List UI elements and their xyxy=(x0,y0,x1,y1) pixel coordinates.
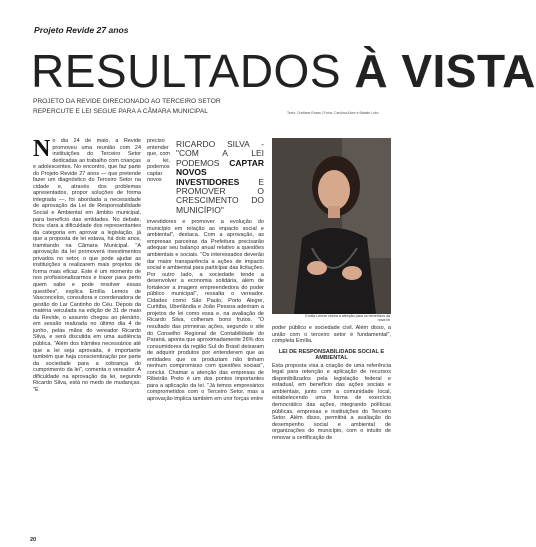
portrait-illustration xyxy=(272,138,391,314)
column-3-intro: poder público e sociedade civil. Além disso, a união com o terceiro setor é fundamental", completa Emília. xyxy=(272,325,391,345)
pull-quote xyxy=(176,138,264,215)
drop-cap: N xyxy=(33,136,51,162)
column-2-text: preciso entender que, com a lei, podemos captar novos investidores e promover a evolução do município em relação ao impacto social e ambiental", destaca. Com a aprovação, as empresas parceiras da Prefeitura precisarão adequar seu balanço anual relativo a questões ambientais e sociais. "Os interessados deverão dar maior transparência a ações de impacto social e ambiental para participar das licitações. Por outro lado, a sociedade tende a desenvolver a economia solidária, além de fortalecer a imagem empreendedora do poder público municipal", ressalta o vereador. Cidades como São Paulo, Porto Alegre, Curitiba, Uberlândia e João Pessoa aderiram a projetos de lei como essa e, na avaliação de Ricardo Silva, colheram bons frutos. "O resultado das primeiras ações, segundo o site do Conselho Regional de Contabilidade do Paraná, aponta que aproximadamente 26% dos consumidores da região Sul do Brasil deixaram de adquirir produtos por entenderem que as entidades que os produziam não tinham nenhum compromisso com questões sociais", conclui. Chamar a atenção das empresas de Ribeirão Preto é um dos pontos importantes para a aplicação da lei. "Já temos empresários comprometidos com o Terceiro Setor, mas a aprovação implica também em unir forças entre xyxy=(147,138,264,403)
column-1-text: o dia 24 de maio, a Revide promoveu uma reunião com 24 instituições do Terceiro Setor dedicadas ao trabalho com crianças e adolescentes. No encontro, que faz parte do Projeto Revide 27 anos — que pretende fazer um diagnóstico do Terceiro Setor na cidade e, através dos problemas apresentados, propor soluções de forma integrada —, foi abordada a necessidade de aprovação da Lei de Responsabilidade Social e Ambiental em âmbito municipal, para benefício das entidades. No debate, ficou clara a dificuldade dos representantes da categoria em aprovar a legislação, já que a proposta de lei estava, há dois anos, tramitando na Câmara Municipal. "A aprovação da lei promoverá investimentos privados no setor, o que pode ajudar as instituições a realizarem mais projetos de forma mais eficaz. Este é um momento de nos profissionalizarmos e trazer para perto quem sabe e pode resolver essas questões", explica Emília Lemos de Vasconcelos, consultora e coordenadora de gestão do Lar Cantinho do Céu. Depois da matéria veiculada na edição de 31 de maio da Revide, o assunto chegou ao plenário, em sessão realizada no último dia 4 de junho, pelas mãos do vereador Ricardo Silva, e será discutida em uma audiência pública. "Além dos trâmites necessários até que a lei seja aprovada, é importante também que haja conscientização por parte da sociedade para a cobrança do cumprimento da lei", comenta o vereador. A dificuldade na aprovação da lei, segundo Ricardo Silva, está no medo de mudanças. "É xyxy=(33,138,141,393)
column-3-text: Esta proposta visa a criação de uma referência legal para retenção e aplicação de recursos disponibilizados pela legislação federal e estadual, em benefício das ações sociais e ambientais, junto com a comunidade local, estabelecendo uma forma de exercício democrático das ações, integrando políticas públicas, empresas e instituições do Terceiro Setor. Além disso, permitirá a avaliação do desempenho social e ambiental de organizações do município, com o intuito de renovar a certificação de xyxy=(272,362,391,441)
pull-quote-post: E PROMOVER O CRESCIMENTO DO MUNICÍPIO" xyxy=(176,176,264,215)
byline-credit: Texto: Cristiane Rosas | Fotos: Carolina Alves e Batatin Lobo xyxy=(287,111,379,115)
photo-caption: Emília Lemos cheira a atenção para os benefícios da nova lei xyxy=(305,314,390,323)
section-label: Projeto Revide 27 anos xyxy=(34,25,129,35)
pull-quote-bold: CAPTAR NOVOS INVESTIDORES xyxy=(176,157,264,187)
deck-subtitle: PROJETO DA REVIDE DIRECIONADO AO TERCEIRO SETOR REPERCUTE E LEI SEGUE PARA A CÂMARA MUNICIPAL xyxy=(33,98,221,115)
article-column-3 xyxy=(272,325,391,535)
headline-bold: À VISTA xyxy=(354,45,536,97)
portrait-photo xyxy=(272,138,391,314)
article-column-2 xyxy=(147,138,264,533)
headline-light: RESULTADOS xyxy=(31,45,342,97)
pull-quote-pre: RICARDO SILVA - "COM A LEI PODEMOS xyxy=(176,139,264,168)
section-subhead: LEI DE RESPONSABILIDADE SOCIAL E AMBIENTAL xyxy=(278,348,385,362)
headline xyxy=(31,45,536,97)
article-column-1 xyxy=(33,138,141,533)
page-number: 20 xyxy=(30,537,37,543)
